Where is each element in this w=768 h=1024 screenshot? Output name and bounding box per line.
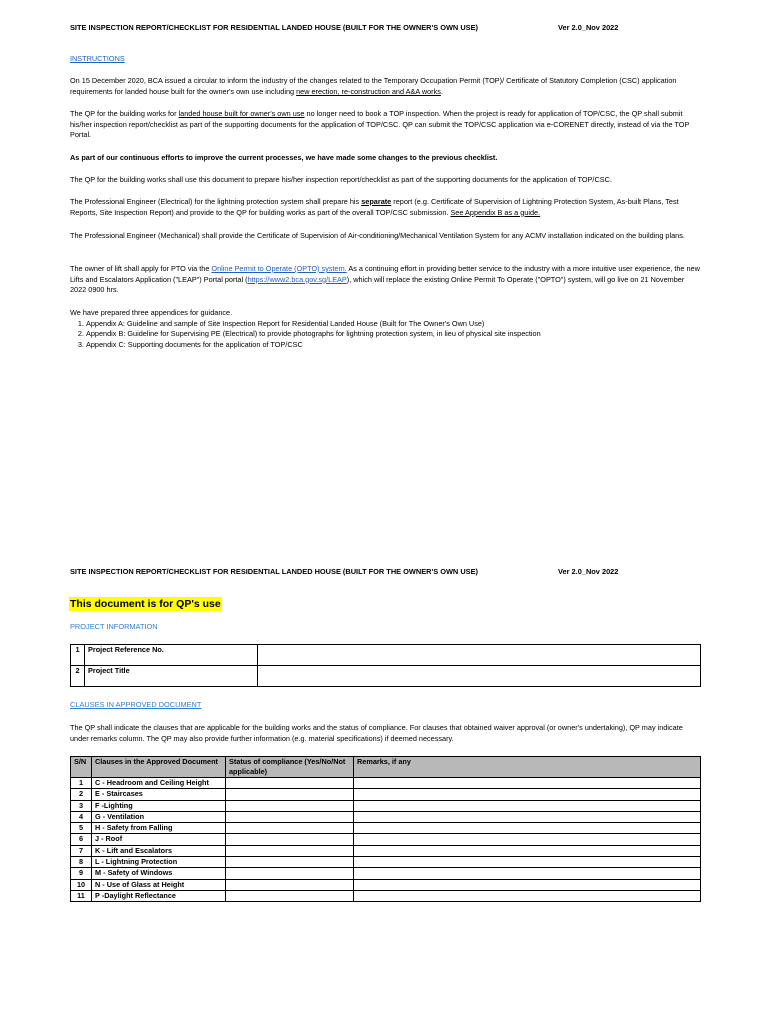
status-cell[interactable] xyxy=(226,823,354,834)
document-header xyxy=(70,567,630,578)
project-reference-label: Project Reference No. xyxy=(85,645,258,666)
appendices-list xyxy=(70,319,700,351)
header-title: SITE INSPECTION REPORT/CHECKLIST FOR RESIDENTIAL LANDED HOUSE (BUILT FOR THE OWNER'S OWN USE) xyxy=(70,23,478,32)
remarks-cell[interactable] xyxy=(354,868,701,879)
clause-number: 7 xyxy=(71,845,92,856)
clause-name: C - Headroom and Ceiling Height xyxy=(92,778,226,789)
table-row xyxy=(71,857,701,868)
table-header-row xyxy=(71,757,701,778)
clause-number: 6 xyxy=(71,834,92,845)
clause-number: 1 xyxy=(71,778,92,789)
table-row xyxy=(71,666,701,687)
status-cell[interactable] xyxy=(226,857,354,868)
table-row xyxy=(71,811,701,822)
status-cell[interactable] xyxy=(226,800,354,811)
table-row xyxy=(71,879,701,890)
clause-name: L - Lightning Protection xyxy=(92,857,226,868)
project-info-heading: PROJECT INFORMATION xyxy=(70,622,158,631)
paragraph-pe-electrical xyxy=(70,197,700,218)
appendix-b-link[interactable]: See Appendix B as a guide. xyxy=(450,207,541,217)
instructions-heading: INSTRUCTIONS xyxy=(70,54,125,63)
clause-name: H - Safety from Falling xyxy=(92,823,226,834)
remarks-cell[interactable] xyxy=(354,834,701,845)
project-reference-field[interactable] xyxy=(258,645,701,666)
p7-text-mid: As a continuing effort in providing better service to the industry with a more intuitive user experience, the new Lifts and Escalators Application ("LEAP") Portal portal ( xyxy=(70,264,700,284)
remarks-cell[interactable] xyxy=(354,800,701,811)
table-row xyxy=(71,845,701,856)
table-row xyxy=(71,778,701,789)
remarks-cell[interactable] xyxy=(354,845,701,856)
clauses-table xyxy=(70,756,701,902)
remarks-cell[interactable] xyxy=(354,811,701,822)
clause-number: 11 xyxy=(71,890,92,901)
paragraph-circular xyxy=(70,76,700,97)
remarks-cell[interactable] xyxy=(354,890,701,901)
status-cell[interactable] xyxy=(226,868,354,879)
clause-name: G - Ventilation xyxy=(92,811,226,822)
remarks-cell[interactable] xyxy=(354,789,701,800)
table-row xyxy=(71,823,701,834)
col-header-clause: Clauses in the Approved Document xyxy=(92,757,226,778)
clauses-heading: CLAUSES IN APPROVED DOCUMENT xyxy=(70,700,202,709)
status-cell[interactable] xyxy=(226,778,354,789)
status-cell[interactable] xyxy=(226,811,354,822)
clause-name: P -Daylight Reflectance xyxy=(92,890,226,901)
status-cell[interactable] xyxy=(226,834,354,845)
remarks-cell[interactable] xyxy=(354,857,701,868)
p2-text-end: no longer need to book a TOP inspection. When the project is ready for application of TOP/CSC, the QP shall submit his/her inspection report/checklist as part of the supporting documents for the application of TOP/CSC. QP can submit the TOP/CSC application via e-CORENET directly, instead of via the TOP Portal. xyxy=(70,109,690,140)
table-row xyxy=(71,800,701,811)
clause-rows xyxy=(71,778,701,902)
p2-text: The QP for the building works for xyxy=(70,109,179,118)
p1-end: . xyxy=(440,86,443,96)
remarks-cell[interactable] xyxy=(354,778,701,789)
appendix-item: 2. Appendix B: Guideline for Supervising PE (Electrical) to provide photographs for lightning protection system, in lieu of physical site inspection xyxy=(86,329,700,340)
clause-number: 8 xyxy=(71,857,92,868)
project-title-label: Project Title xyxy=(85,666,258,687)
appendix-item: 1. Appendix A: Guideline and sample of Site Inspection Report for Residential Landed House (Built for The Owner's Own Use) xyxy=(86,319,700,330)
project-title-field[interactable] xyxy=(258,666,701,687)
clause-name: K - Lift and Escalators xyxy=(92,845,226,856)
remarks-cell[interactable] xyxy=(354,823,701,834)
header-title: SITE INSPECTION REPORT/CHECKLIST FOR RESIDENTIAL LANDED HOUSE (BUILT FOR THE OWNER'S OWN USE) xyxy=(70,567,478,576)
clause-number: 3 xyxy=(71,800,92,811)
document-header xyxy=(70,23,630,34)
status-cell[interactable] xyxy=(226,845,354,856)
appendix-item: 3. Appendix C: Supporting documents for the application of TOP/CSC xyxy=(86,340,700,351)
qp-use-note: This document is for QP's use xyxy=(70,598,221,610)
header-version: Ver 2.0_Nov 2022 xyxy=(558,23,619,32)
paragraph-no-top-inspection xyxy=(70,109,700,141)
table-row xyxy=(71,645,701,666)
row-number: 1 xyxy=(71,645,85,666)
clause-name: M - Safety of Windows xyxy=(92,868,226,879)
p5-separate: separate xyxy=(361,197,392,206)
clause-number: 4 xyxy=(71,811,92,822)
table-row xyxy=(71,789,701,800)
clause-name: N - Use of Glass at Height xyxy=(92,879,226,890)
status-cell[interactable] xyxy=(226,890,354,901)
paragraph-pe-mechanical: The Professional Engineer (Mechanical) shall provide the Certificate of Supervision of Air-conditioning/Mechanical Ventilation System for any ACMV installation indicated on the building plans. xyxy=(70,231,685,240)
p1-text: On 15 December 2020, BCA issued a circular to inform the industry of the changes related to the Temporary Occupation Permit (TOP)/ Certificate of Statutory Completion (CSC) application requirements for landed house built for the owner's own use including xyxy=(70,76,677,96)
clauses-intro: The QP shall indicate the clauses that are applicable for the building works and the status of compliance. For clauses that obtained waiver approval (or owner's undertaking), QP may indicate under remarks column. The QP may also provide further information (e.g. material specifications) if deemed necessary. xyxy=(70,723,683,743)
col-header-status: Status of compliance (Yes/No/Not applicable) xyxy=(226,757,354,778)
header-version: Ver 2.0_Nov 2022 xyxy=(558,567,619,576)
col-header-sn: S/N xyxy=(71,757,92,778)
opto-link[interactable]: Online Permit to Operate (OPTO) system. xyxy=(211,264,347,273)
paragraph-appendices xyxy=(70,308,700,350)
status-cell[interactable] xyxy=(226,789,354,800)
paragraph-qp-use: The QP for the building works shall use this document to prepare his/her inspection report/checklist as part of the supporting documents for the application of TOP/CSC. xyxy=(70,175,612,184)
clause-number: 10 xyxy=(71,879,92,890)
status-cell[interactable] xyxy=(226,879,354,890)
row-number: 2 xyxy=(71,666,85,687)
new-erection-link[interactable]: new erection, re-construction and A&A works xyxy=(296,86,441,96)
paragraph-lift xyxy=(70,264,700,296)
clause-number: 9 xyxy=(71,868,92,879)
clause-number: 2 xyxy=(71,789,92,800)
table-row xyxy=(71,890,701,901)
clause-name: E - Staircases xyxy=(92,789,226,800)
leap-link[interactable]: https://www2.bca.gov.sg/LEAP xyxy=(247,274,347,284)
p5-text-mid: report (e.g. Certificate of Supervision of Lightning Protection System, As-built Plans, Test Reports, Site Inspection Report) and provide to the QP for building works as part of the overall TOP/CSC submission. xyxy=(70,197,679,217)
clause-name: J - Roof xyxy=(92,834,226,845)
p5-text: The Professional Engineer (Electrical) for the lightning protection system shall prepare his xyxy=(70,197,362,206)
table-row xyxy=(71,834,701,845)
project-info-table xyxy=(70,644,701,687)
clause-number: 5 xyxy=(71,823,92,834)
paragraph-changes: As part of our continuous efforts to improve the current processes, we have made some changes to the previous checklist. xyxy=(70,153,498,162)
remarks-cell[interactable] xyxy=(354,879,701,890)
p7-text-end: ), which will replace the existing Online Permit To Operate ("OPTO") system, will go live on 21 November 2022 0900 hrs. xyxy=(70,274,685,295)
p2-underlined: landed house built for owner's own use xyxy=(178,109,305,118)
col-header-remarks: Remarks, if any xyxy=(354,757,701,778)
table-row xyxy=(71,868,701,879)
p7-text: The owner of lift shall apply for PTO via the xyxy=(70,264,212,273)
clause-name: F -Lighting xyxy=(92,800,226,811)
appendices-intro: We have prepared three appendices for guidance. xyxy=(70,308,233,317)
